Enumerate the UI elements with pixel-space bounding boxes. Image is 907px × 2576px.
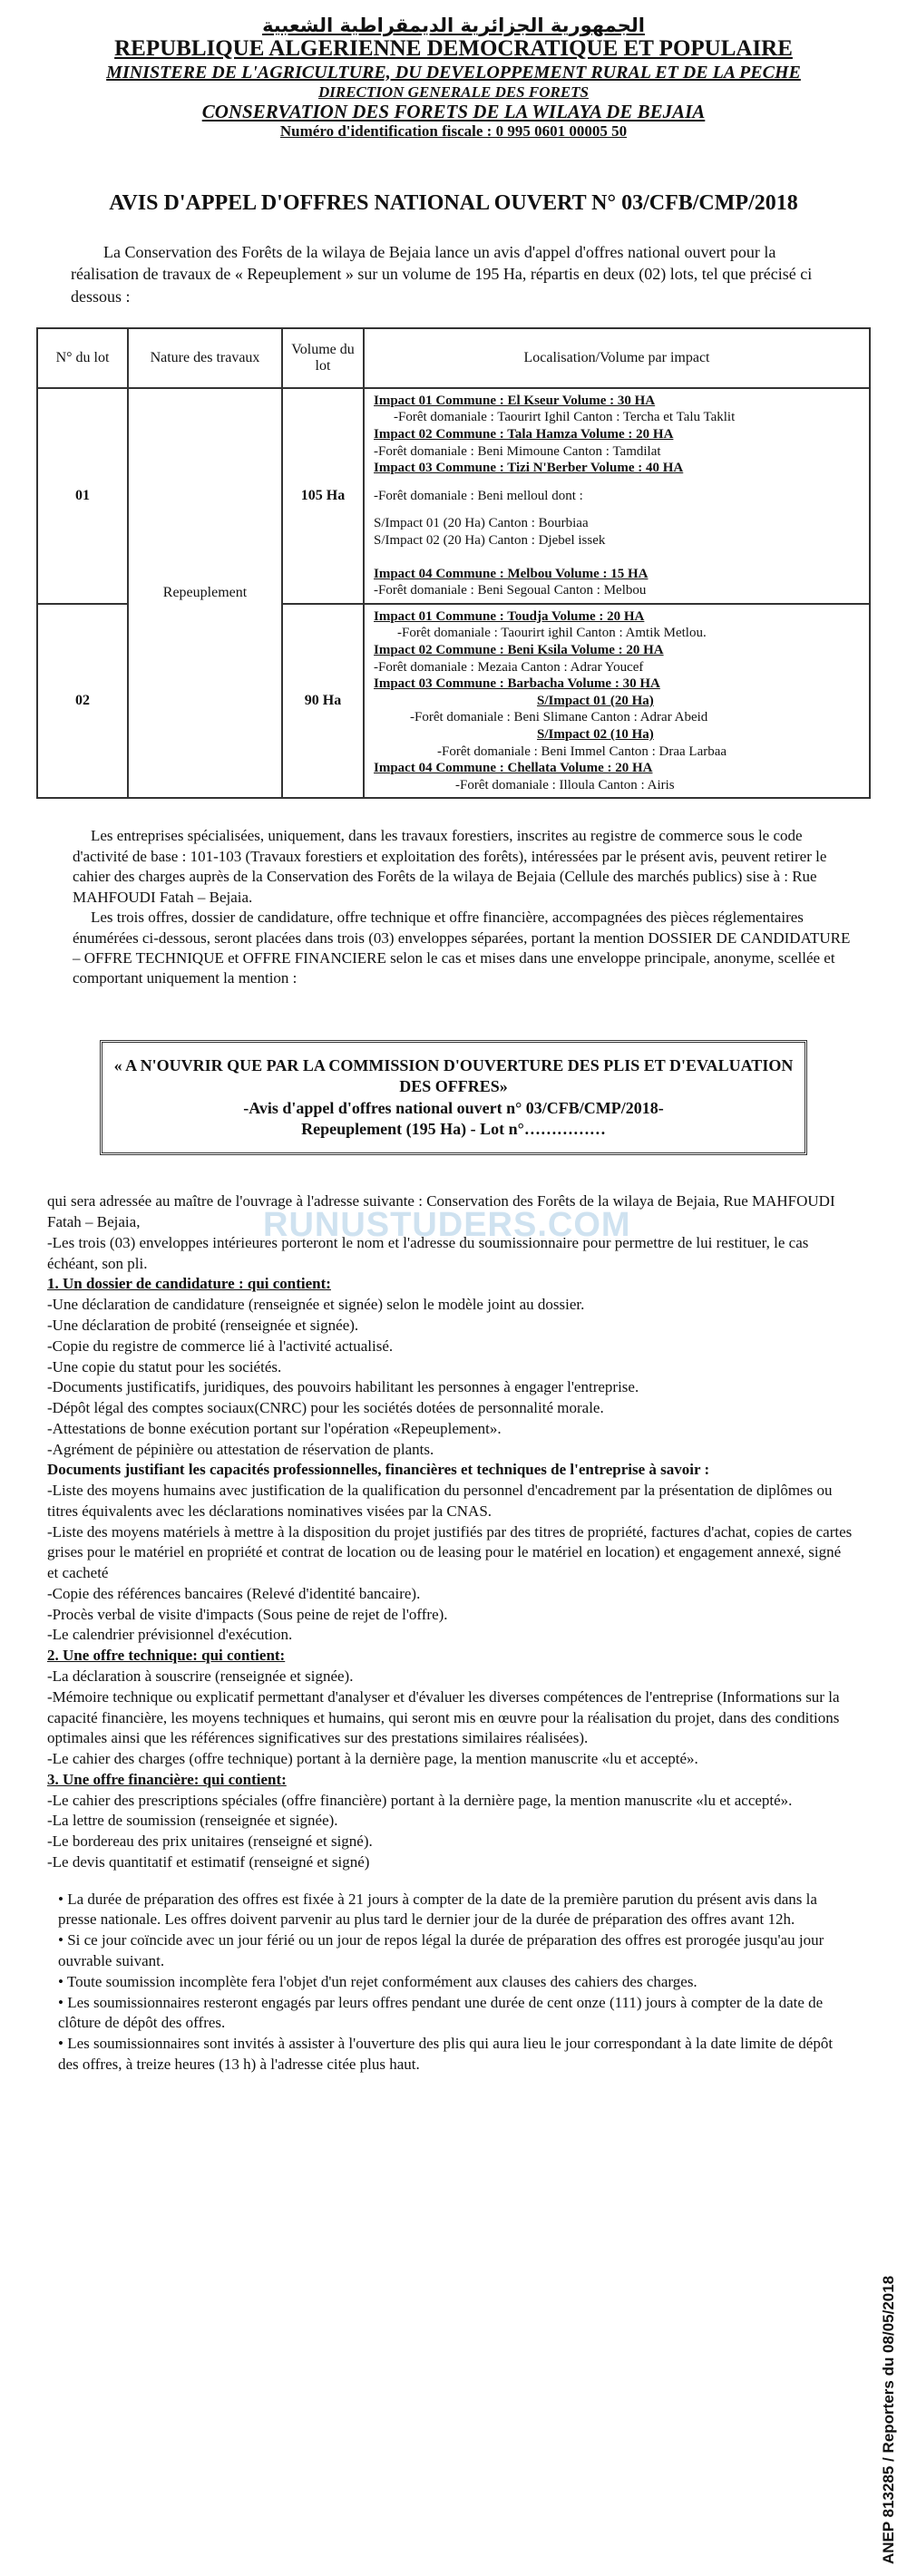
forest-line: -Forêt domaniale : Beni Slimane Canton : Adrar Abeid (410, 710, 708, 725)
list-item: • La durée de préparation des offres est fixée à 21 jours à compter de la date de la première parution du présent avis dans la presse nationale. Les offres doivent parvenir au plus tard le dernier jour de la durée de préparation des offres avant 12h. (58, 1890, 817, 1929)
address-paragraph: qui sera adressée au maître de l'ouvrage à l'adresse suivante : Conservation des Forêts de la wilaya de Bejaia, Rue MAHFOUDI Fatah – Bejaia, (47, 1192, 835, 1231)
ministry-header: MINISTERE DE L'AGRICULTURE, DU DEVELOPPEMENT RURAL ET DE LA PECHE (106, 62, 801, 83)
section-title: 1. Un dossier de candidature : qui contient: (47, 1275, 331, 1293)
list-item: -Le bordereau des prix unitaires (renseigné et signé). (47, 1832, 373, 1851)
list-item: -La lettre de soumission (renseignée et signée). (47, 1812, 338, 1830)
lot-volume: 90 Ha (282, 604, 364, 799)
lot-volume: 105 Ha (282, 388, 364, 604)
list-item: -Copie du registre de commerce lié à l'activité actualisé. (47, 1337, 394, 1355)
col-localisation: Localisation/Volume par impact (364, 328, 870, 388)
list-item: • Si ce jour coïncide avec un jour férié ou un jour de repos légal la durée de préparation des offres est prorogée jusqu'au jour ouvrable suivant. (58, 1931, 824, 1969)
lot2-localisation (364, 604, 870, 799)
subimpact-line: S/Impact 01 (20 Ha) Canton : Bourbiaa (374, 516, 589, 531)
impact-line: Impact 03 Commune : Barbacha Volume : 30 HA (374, 676, 660, 692)
impact-line: Impact 01 Commune : Toudja Volume : 20 HA (374, 608, 645, 624)
list-item: • Les soumissionnaires resteront engagés par leurs offres pendant une durée de cent onze (111) jours à compter de la date de clôture de dépôt des offres. (58, 1993, 824, 2032)
side-reference: ANEP 813285 / Reporters du 08/05/2018 (880, 2275, 897, 2564)
list-item: -Mémoire technique ou explicatif permettant d'analyser et d'évaluer les diverses compétences de l'entreprise (Informations sur la capacité financière, les moyens techniques et humains, qui seront mis en œuvre pour la réalisation du projet, dans des conditions optimales ainsi que les références significatives sur des prestations similaires réalisées). (47, 1687, 840, 1747)
impact-line: Impact 04 Commune : Chellata Volume : 20 HA (374, 761, 653, 776)
subimpact-line: S/Impact 01 (20 Ha) (537, 693, 654, 708)
envelope-mention-box (100, 1040, 807, 1156)
list-item: -Procès verbal de visite d'impacts (Sous peine de rejet de l'offre). (47, 1605, 448, 1623)
list-item: • Les soumissionnaires sont invités à assister à l'ouverture des plis qui aura lieu le jour correspondant à la date limite de dépôt des offres, à treize heures (13 h) à l'adresse citée plus haut. (58, 2035, 834, 2073)
requirements-section (36, 1191, 871, 2075)
list-item: -Dépôt légal des comptes sociaux(CNRC) pour les sociétés dotées de personnalité morale. (47, 1399, 604, 1417)
arabic-header: الجمهورية الجزائرية الديمقراطية الشعبية (262, 15, 645, 36)
watermark: RUNUSTUDERS.COM (263, 1206, 631, 1244)
list-item: -Liste des moyens matériels à mettre à la disposition du projet justifiés par des titres de propriété, factures d'achat, copies de cartes grises pour le matériel en propriété et contrat de location ou de leasing pour le matériel en location) et engagement annexé, signé et cacheté (47, 1522, 853, 1582)
lots-table (36, 327, 871, 799)
lot-number: 01 (37, 388, 128, 604)
list-item: -Le cahier des prescriptions spéciales (offre financière) portant à la dernière page, la mention manuscrite «lu et accepté». (47, 1791, 793, 1809)
list-item: -Une déclaration de probité (renseignée et signée). (47, 1317, 359, 1334)
forest-line: -Forêt domaniale : Mezaia Canton : Adrar Youcef (374, 659, 644, 675)
impact-line: Impact 02 Commune : Tala Hamza Volume : 20 HA (374, 427, 674, 442)
col-lot-number: N° du lot (37, 328, 128, 388)
notice-title: AVIS D'APPEL D'OFFRES NATIONAL OUVERT N° 03/CFB/CMP/2018 (109, 190, 798, 215)
conservation-header: CONSERVATION DES FORETS DE LA WILAYA DE BEJAIA (201, 101, 706, 123)
list-item: -Le devis quantitatif et estimatif (renseigné et signé) (47, 1852, 370, 1871)
list-item: -Documents justificatifs, juridiques, des pouvoirs habilitant les personnes à engager l'entreprise. (47, 1378, 639, 1396)
final-conditions (47, 1890, 853, 2075)
impact-line: Impact 02 Commune : Beni Ksila Volume : 20 HA (374, 643, 664, 657)
box-line: « A N'OUVRIR QUE PAR LA COMMISSION D'OUVERTURE DES PLIS ET D'EVALUATION DES OFFRES» (113, 1055, 794, 1096)
subimpact-line: S/Impact 02 (20 Ha) Canton : Djebel issek (374, 533, 606, 549)
forest-line: -Forêt domaniale : Taourirt Ighil Canton : Tercha et Talu Taklit (394, 410, 736, 425)
impact-line: Impact 01 Commune : El Kseur Volume : 30 HA (374, 393, 656, 408)
list-item: -Liste des moyens humains avec justification de la qualification du personnel d'encadrement par la présentation de diplômes ou titres équivalents avec les déclarations nominatives visées par la CNAS. (47, 1482, 833, 1520)
list-item: -Une déclaration de candidature (renseignée et signée) selon le modèle joint au dossier. (47, 1296, 585, 1314)
list-item: -Une copie du statut pour les sociétés. (47, 1357, 282, 1375)
republic-header: REPUBLIQUE ALGERIENNE DEMOCRATIQUE ET POPULAIRE (114, 36, 793, 61)
forest-line: -Forêt domaniale : Taourirt ighil Canton : Amtik Metlou. (397, 626, 707, 641)
col-volume: Volume du lot (282, 328, 364, 388)
col-nature: Nature des travaux (128, 328, 282, 388)
fiscal-id: Numéro d'identification fiscale : 0 995 0601 00005 50 (279, 122, 628, 141)
conditions-section (36, 826, 871, 989)
direction-header: DIRECTION GENERALE DES FORETS (317, 83, 590, 101)
section-title: 3. Une offre financière: qui contient: (47, 1770, 287, 1788)
list-item: -Le cahier des charges (offre technique) portant à la dernière page, la mention manuscrite «lu et accepté». (47, 1750, 698, 1768)
impact-line: Impact 04 Commune : Melbou Volume : 15 HA (374, 566, 649, 581)
inner-envelopes-paragraph: -Les trois (03) enveloppes intérieures porteront le nom et l'adresse du soumissionnaire pour permettre de lui restituer, le cas échéant, son pli. (47, 1233, 809, 1272)
section-title: Documents justifiant les capacités professionnelles, financières et techniques de l'entreprise à savoir : (47, 1461, 710, 1479)
forest-line: -Forêt domaniale : Beni Segoual Canton : Melbou (374, 583, 647, 598)
list-item: -Agrément de pépinière ou attestation de réservation de plants. (47, 1440, 434, 1458)
lot1-localisation (364, 388, 870, 604)
list-item: • Toute soumission incomplète fera l'objet d'un rejet conformément aux clauses des cahiers des charges. (58, 1972, 697, 1990)
table-row (37, 388, 870, 604)
list-item: -Le calendrier prévisionnel d'exécution. (47, 1626, 293, 1644)
eligibility-paragraph: Les entreprises spécialisées, uniquement, dans les travaux forestiers, inscrites au registre de commerce sous le code d'activité de base : 101-103 (Travaux forestiers et exploitation des forêts), intéressées par le présent avis, peuvent retirer le cahier des charges auprès de la Conservation des Forêts de la wilaya de Bejaia (Cellule des marchés publics) sise à : Rue MAHFOUDI Fatah – Bejaia. (73, 827, 827, 906)
intro-paragraph: La Conservation des Forêts de la wilaya de Bejaia lance un avis d'appel d'offres national ouvert pour la réalisation de travaux de « Repeuplement » sur un volume de 195 Ha, répartis en deux (02) lots, tel que précisé ci dessous : (71, 242, 813, 306)
list-item: -Copie des références bancaires (Relevé d'identité bancaire). (47, 1584, 421, 1602)
forest-line: -Forêt domaniale : Illoula Canton : Airis (455, 777, 675, 792)
forest-line: -Forêt domaniale : Beni Mimoune Canton : Tamdilat (374, 443, 661, 459)
box-line: -Avis d'appel d'offres national ouvert n° 03/CFB/CMP/2018- (243, 1098, 664, 1117)
box-line: Repeuplement (195 Ha) - Lot n°…………… (301, 1120, 606, 1139)
impact-line: Impact 03 Commune : Tizi N'Berber Volume : 40 HA (374, 461, 684, 476)
list-item: -La déclaration à souscrire (renseignée et signée). (47, 1667, 354, 1686)
lot-number: 02 (37, 604, 128, 799)
forest-line: -Forêt domaniale : Beni Immel Canton : Draa Larbaa (437, 744, 727, 759)
forest-line: -Forêt domaniale : Beni melloul dont : (374, 488, 583, 503)
envelopes-paragraph: Les trois offres, dossier de candidature, offre technique et offre financière, accompagnées des pièces réglementaires énumérées ci-dessous, seront placées dans trois (03) enveloppes séparées, portant la mention DOSSIER DE CANDIDATURE – OFFRE TECHNIQUE et OFFRE FINANCIERE selon le cas et mises dans une enveloppe principale, anonyme, scellée et comportant uniquement la mention : (73, 909, 851, 987)
section-title: 2. Une offre technique: qui contient: (47, 1647, 286, 1665)
notice-page (36, 9, 871, 2075)
side-reference-box (880, 1949, 903, 2575)
subimpact-line: S/Impact 02 (10 Ha) (537, 726, 654, 742)
list-item: -Attestations de bonne exécution portant sur l'opération «Repeuplement». (47, 1419, 502, 1437)
nature-cell: Repeuplement (128, 388, 282, 798)
